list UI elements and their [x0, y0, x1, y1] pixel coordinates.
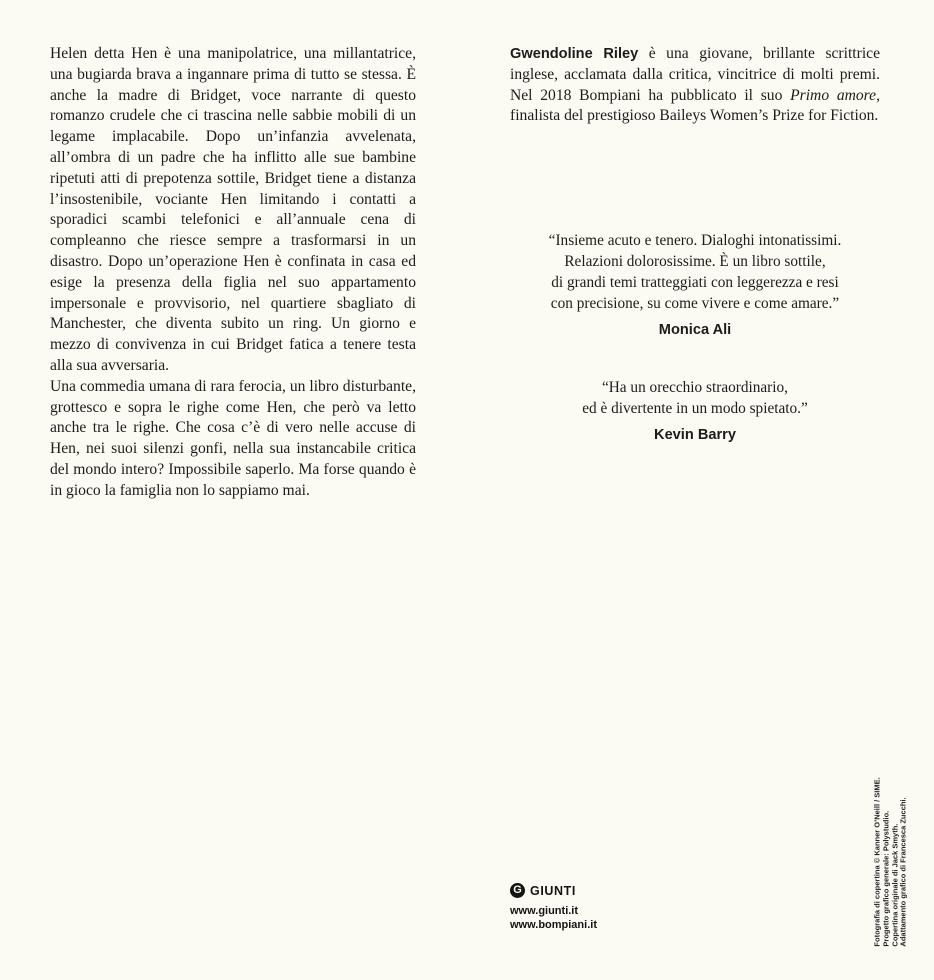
- quote-line: di grandi temi tratteggiati con leggerezza e resi: [551, 274, 839, 291]
- quote-line: Relazioni dolorosissime. È un libro sottile,: [564, 253, 826, 270]
- bio-text: , finalista del prestigioso Baileys Women’s Prize for Fiction.: [510, 86, 881, 125]
- bio-text: è una giovane, brillante scrittrice inglese, acclamata dalla critica, vincitrice di molti premi. Nel 2018 Bompiani ha pubblicato il suo: [510, 45, 880, 104]
- review-quote-kevin-barry: [506, 377, 884, 446]
- synopsis-paragraph: Helen detta Hen è una manipolatrice, una millantatrice, una bugiarda brava a ingannare prima di tutto se stessa. È anche la madre di Bridget, voce narrante di questo romanzo crudele che ci trascina nelle sabbie mobili di un legame implacabile. Dopo un’infanzia avvelenata, all’ombra di un padre che ha inflitto alle sue bambine ripetuti atti di prepotenza sottile, Bridget tiene a distanza l’insostenibile, vociante Hen limitando i contatti a sporadici scambi telefonici e all’annuale cena di compleanno che riesce sempre a trasformarsi in un disastro. Dopo un’operazione Hen è confinata in casa ed esige la presenza della figlia nel suo appartamento impersonale e provvisorio, nel quartiere sbagliato di Manchester, che diventa subito un ring. Un giorno e mezzo di convivenza in cui Bridget fatica a tenere testa alla sua avversaria.: [50, 45, 416, 374]
- giunti-logo-icon: G: [510, 883, 525, 898]
- book-title: Primo amore: [790, 86, 877, 104]
- synopsis-column: [50, 44, 416, 502]
- cover-credits: [873, 737, 908, 947]
- author-bio: [510, 44, 880, 127]
- author-name: Gwendoline Riley: [510, 46, 639, 62]
- publisher-logo: [510, 883, 597, 898]
- review-quote-monica-ali: [506, 230, 884, 341]
- publisher-name: GIUNTI: [530, 883, 576, 898]
- quote-attribution: Monica Ali: [658, 322, 732, 338]
- quote-line: con precisione, su come vivere e come amare.”: [550, 295, 840, 312]
- publisher-url-giunti: www.giunti.it: [510, 905, 579, 917]
- credit-line: Adattamento grafico di Francesca Zucchi.: [898, 797, 908, 947]
- quote-attribution: Kevin Barry: [654, 427, 736, 443]
- credit-line: Fotografia di copertina © Kanner O’Neill / SIME.: [872, 777, 882, 947]
- credit-line: Progetto grafico generale: Polystudio.: [881, 810, 891, 947]
- quote-line: “Ha un orecchio straordinario,: [601, 379, 789, 396]
- credit-line: Copertina originale di Jack Smyth.: [890, 823, 899, 947]
- synopsis-paragraph: Una commedia umana di rara ferocia, un libro disturbante, grottesco e sopra le righe come Hen, che però va letto anche tra le righe. Che cosa c’è di vero nelle accuse di Hen, nei suoi silenzi gonfi, nella sua instancabile critica del mondo intero? Impossibile saperlo. Ma forse quando è in gioco la famiglia non lo sappiamo mai.: [50, 377, 416, 499]
- publisher-links: [510, 905, 597, 932]
- quote-line: “Insieme acuto e tenero. Dialoghi intonatissimi.: [548, 232, 842, 249]
- quote-line: ed è divertente in un modo spietato.”: [582, 400, 808, 417]
- publisher-footer: [510, 883, 597, 932]
- publisher-url-bompiani: www.bompiani.it: [510, 918, 597, 931]
